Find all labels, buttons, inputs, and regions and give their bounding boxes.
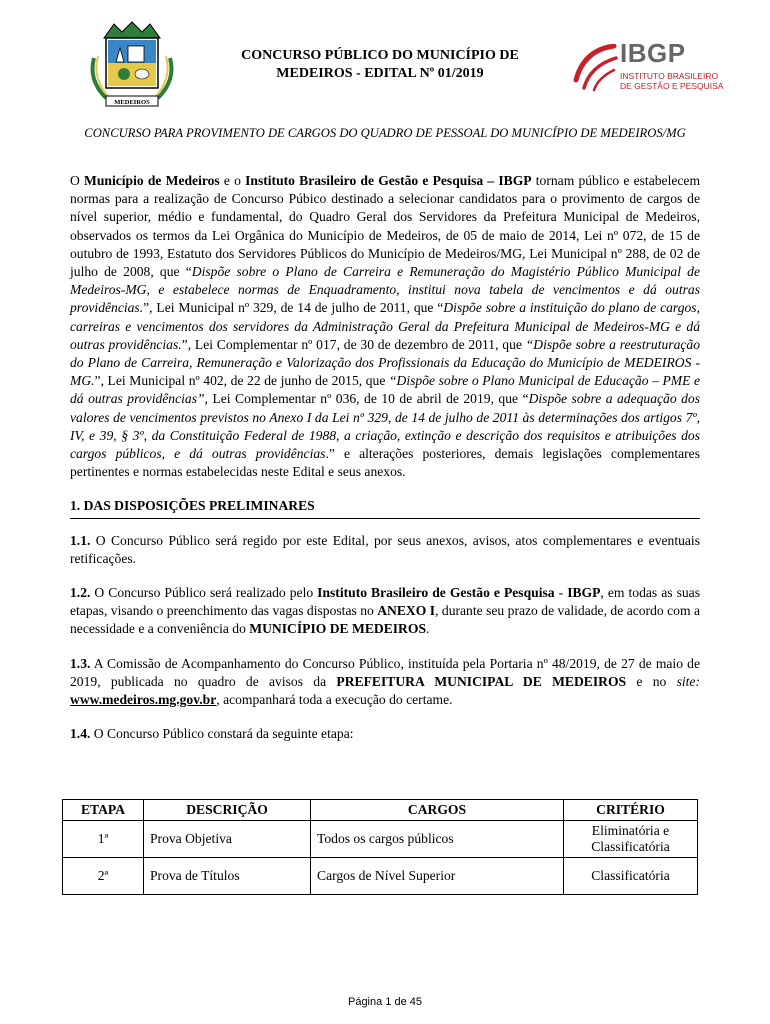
ibgp-logo-subtitle-2: DE GESTÃO E PESQUISA [620, 81, 724, 91]
cell-criterio: Classificatória [564, 858, 698, 895]
cell-cargos: Todos os cargos públicos [311, 821, 564, 858]
cell-criterio: Eliminatória e Classificatória [564, 821, 698, 858]
table-row [63, 858, 698, 895]
ibgp-logo-name: IBGP [620, 38, 686, 68]
edital-title [200, 47, 560, 83]
ibgp-logo-subtitle-1: INSTITUTO BRASILEIRO [620, 71, 719, 81]
col-header-etapa: ETAPA [63, 800, 144, 821]
table-header-row [63, 800, 698, 821]
document-subtitle: CONCURSO PARA PROVIMENTO DE CARGOS DO QUADRO DE PESSOAL DO MUNICÍPIO DE MEDEIROS/MG [84, 126, 686, 140]
col-header-criterio: CRITÉRIO [564, 800, 698, 821]
section-1-title: 1. DAS DISPOSIÇÕES PRELIMINARES [70, 497, 700, 518]
crest-banner-text: MEDEIROS [114, 99, 150, 106]
col-header-cargos: CARGOS [311, 800, 564, 821]
table-row [63, 821, 698, 858]
edital-title-line1: CONCURSO PÚBLICO DO MUNICÍPIO DE [241, 48, 519, 63]
stages-table [62, 799, 698, 895]
clause-1-4: 1.4. O Concurso Público constará da seguinte etapa: [70, 726, 354, 742]
cell-descricao: Prova Objetiva [144, 821, 311, 858]
col-header-descricao: DESCRIÇÃO [144, 800, 311, 821]
municipal-crest-logo [84, 18, 180, 114]
page-number-footer: Página 1 de 45 [347, 996, 422, 1008]
cell-descricao: Prova de Títulos [144, 858, 311, 895]
document-body [70, 172, 700, 743]
clause-1-2: 1.2. O Concurso Público será realizado pelo Instituto Brasileiro de Gestão e Pesquisa - IBGP, em todas as suas etapas, visando o preenchimento das vagas dispostas no ANEXO I, durante seu prazo de validade, de acordo com a necessidade e a conveniência do MUNICÍPIO DE MEDEIROS. [70, 585, 700, 637]
cell-etapa: 1ª [63, 821, 144, 858]
cell-etapa: 2ª [63, 858, 144, 895]
cell-cargos: Cargos de Nível Superior [311, 858, 564, 895]
website-link[interactable]: www.medeiros.mg.gov.br [70, 692, 217, 708]
edital-title-line2: MEDEIROS - EDITAL Nº 01/2019 [276, 66, 484, 81]
clause-1-1: 1.1. O Concurso Público será regido por este Edital, por seus anexos, avisos, atos complementares e eventuais retificações. [70, 532, 700, 566]
intro-paragraph: O Município de Medeiros e o Instituto Brasileiro de Gestão e Pesquisa – IBGP tornam público e estabelecem normas para a realização de Concurso Púbico destinado a selecionar candidatos para o provimento de cargos de nível superior, médio e fundamental, do Quadro Geral dos Servidores da Prefeitura Municipal de Medeiros, observados os termos da Lei Orgânica do Município de Medeiros, de 05 de maio de 2014, Lei nº 072, de 15 de outubro de 1993, Estatuto dos Servidores Públicos do Município de Medeiros/MG, Lei Municipal nº 288, de 02 de julho de 2008, que “Dispõe sobre o Plano de Carreira e Remuneração do Magistério Público Municipal de Medeiros-MG, e estabelece normas de Enquadramento, institui nova tabela de vencimentos e dá outras providências.”, Lei Municipal nº 329, de 14 de julho de 2011, que “Dispõe sobre a instituição do plano de cargos, carreiras e vencimentos dos servidores da Administração Geral da Prefeitura Municipal de Medeiros-MG e dá outras providências.”, Lei Complementar nº 017, de 30 de dezembro de 2011, que “Dispõe sobre a reestruturação do Plano de Carreira, Remuneração e Valorização dos Profissionais da Educação do Município de MEDEIROS - MG.”, Lei Municipal nº 402, de 22 de junho de 2015, que “Dispõe sobre o Plano Municipal de Educação – PME e dá outras providências”, Lei Complementar nº 036, de 10 de abril de 2019, que “Dispõe sobre a adequação dos valores de vencimentos previstos no Anexo I da Lei nº 329, de 14 de julho de 2011 às determinações dos artigos 7º, IV, e 39, § 3º, da Constituição Federal de 1988, a criação, extinção e descrição dos requisitos e atribuições dos cargos públicos, e dá outras providências.” e alterações posteriores, demais legislações complementares pertinentes e normas estabelecidas neste Edital e seus anexos. [70, 173, 701, 480]
clause-1-3: 1.3. A Comissão de Acompanhamento do Concurso Público, instituída pela Portaria nº 48/2019, de 27 de maio de 2019, publicada no quadro de avisos da PREFEITURA MUNICIPAL DE MEDEIROS e no site: www.medeiros.mg.gov.br, acompanhará toda a execução do certame. [70, 655, 700, 708]
